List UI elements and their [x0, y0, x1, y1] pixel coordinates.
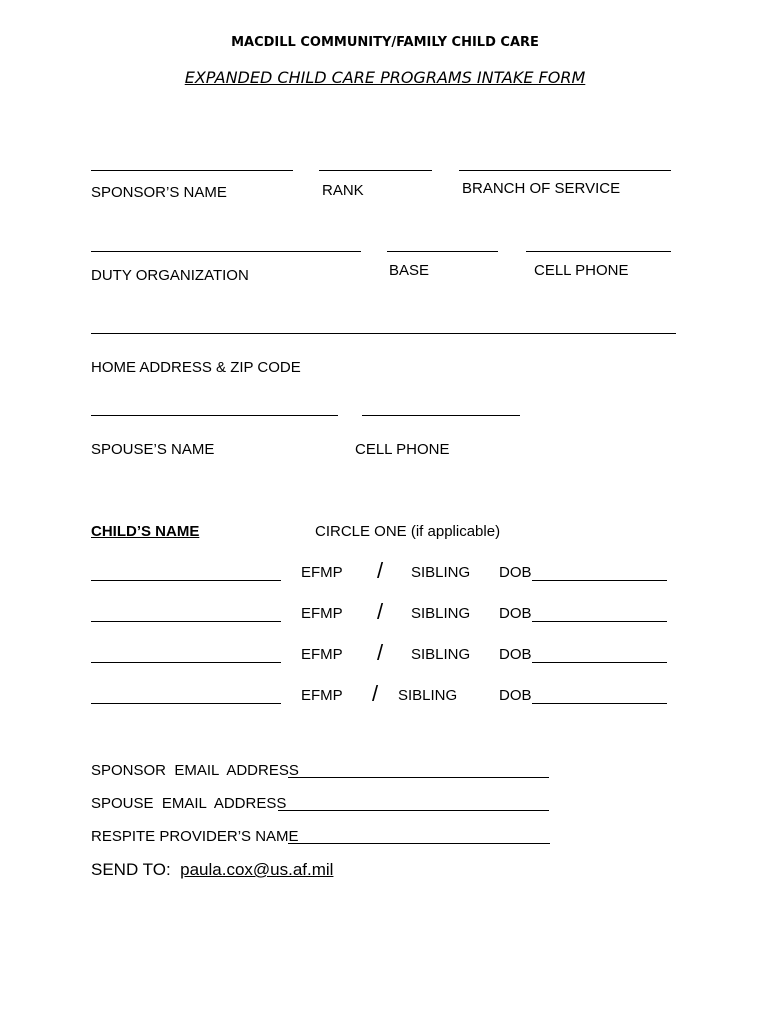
- respite-provider-line[interactable]: [288, 843, 550, 844]
- sibling-option-2[interactable]: SIBLING: [411, 605, 471, 622]
- send-to-label: SEND TO:: [91, 860, 171, 879]
- base-line[interactable]: [387, 251, 498, 252]
- send-to: [91, 860, 333, 880]
- sibling-option-3[interactable]: SIBLING: [411, 646, 471, 663]
- dob-label-1: DOB: [499, 564, 532, 581]
- branch-line[interactable]: [459, 170, 671, 171]
- sponsor-email-line[interactable]: [288, 777, 549, 778]
- form-title: [0, 68, 770, 87]
- option-separator-4: /: [372, 681, 379, 706]
- dob-line-3[interactable]: [532, 662, 667, 663]
- option-separator-1: /: [377, 558, 384, 583]
- sponsor-email-label: SPONSOR EMAIL ADDRESS: [91, 762, 299, 779]
- dob-label-2: DOB: [499, 605, 532, 622]
- duty-organization-line[interactable]: [91, 251, 361, 252]
- home-address-label: HOME ADDRESS & ZIP CODE: [91, 359, 301, 376]
- spouse-name-line[interactable]: [91, 415, 338, 416]
- sponsor-name-label: SPONSOR’S NAME: [91, 184, 227, 201]
- form-title-text: EXPANDED CHILD CARE PROGRAMS INTAKE FORM: [184, 68, 586, 87]
- cell-phone-line[interactable]: [526, 251, 671, 252]
- efmp-option-1[interactable]: EFMP: [301, 564, 343, 581]
- spouse-cell-line[interactable]: [362, 415, 520, 416]
- child-name-line-3[interactable]: [91, 662, 281, 663]
- efmp-option-4[interactable]: EFMP: [301, 687, 343, 704]
- form-organization-title: MACDILL COMMUNITY/FAMILY CHILD CARE: [231, 35, 539, 50]
- dob-line-1[interactable]: [532, 580, 667, 581]
- option-separator-2: /: [377, 599, 384, 624]
- dob-line-2[interactable]: [532, 621, 667, 622]
- send-to-email-link[interactable]: paula.cox@us.af.mil: [180, 860, 334, 879]
- circle-one-label: CIRCLE ONE (if applicable): [315, 523, 501, 540]
- child-name-line-2[interactable]: [91, 621, 281, 622]
- spouse-name-label: SPOUSE’S NAME: [91, 441, 215, 458]
- option-separator-3: /: [377, 640, 384, 665]
- sponsor-name-line[interactable]: [91, 170, 293, 171]
- sibling-option-4[interactable]: SIBLING: [398, 687, 458, 704]
- efmp-option-3[interactable]: EFMP: [301, 646, 343, 663]
- dob-label-3: DOB: [499, 646, 532, 663]
- child-name-line-4[interactable]: [91, 703, 281, 704]
- home-address-line[interactable]: [91, 333, 676, 334]
- efmp-option-2[interactable]: EFMP: [301, 605, 343, 622]
- spouse-email-line[interactable]: [278, 810, 549, 811]
- rank-line[interactable]: [319, 170, 432, 171]
- child-name-header: CHILD’S NAME: [91, 523, 200, 540]
- dob-label-4: DOB: [499, 687, 532, 704]
- child-name-line-1[interactable]: [91, 580, 281, 581]
- dob-line-4[interactable]: [532, 703, 667, 704]
- rank-label: RANK: [322, 182, 364, 199]
- duty-organization-label: DUTY ORGANIZATION: [91, 267, 249, 284]
- base-label: BASE: [389, 262, 430, 279]
- spouse-email-label: SPOUSE EMAIL ADDRESS: [91, 795, 287, 812]
- respite-provider-label: RESPITE PROVIDER’S NAME: [91, 828, 299, 845]
- branch-label: BRANCH OF SERVICE: [462, 180, 621, 197]
- spouse-cell-label: CELL PHONE: [355, 441, 450, 458]
- cell-phone-label: CELL PHONE: [534, 262, 629, 279]
- sibling-option-1[interactable]: SIBLING: [411, 564, 471, 581]
